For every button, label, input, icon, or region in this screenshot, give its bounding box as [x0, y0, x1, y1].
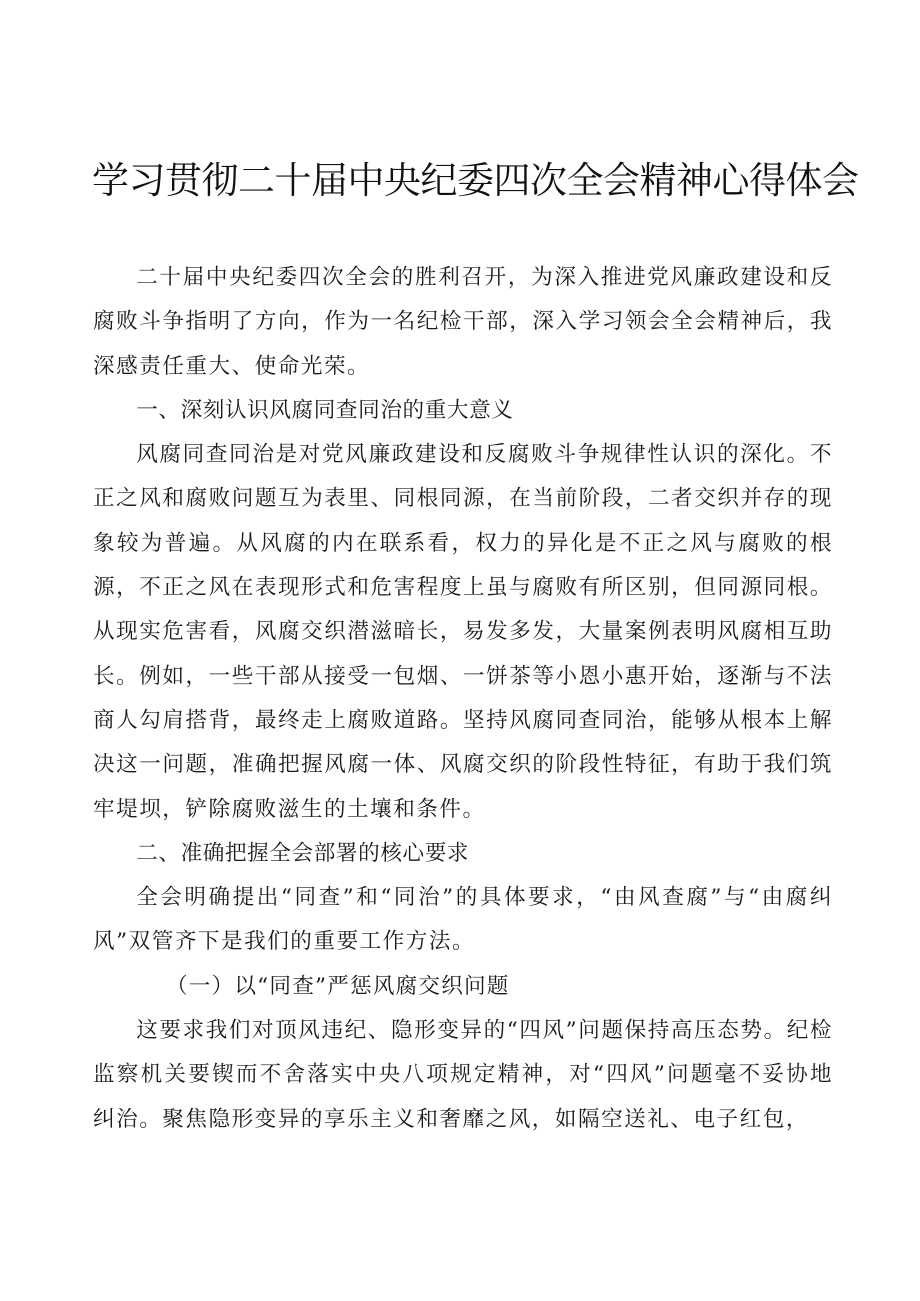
- subsection-1-heading: （一）以“同查”严惩风腐交织问题: [166, 973, 510, 999]
- intro-paragraph: 二十届中央纪委四次全会的胜利召开，为深入推进党风廉政建设和反腐败斗争指明了方向，作为一名纪检干部，深入学习领会全会精神后，我深感责任重大、使命光荣。: [93, 265, 833, 379]
- section-2-heading: 二、准确把握全会部署的核心要求: [136, 840, 470, 866]
- section-2-paragraph: 全会明确提出“同查”和“同治”的具体要求，“由风查腐”与“由腐纠风”双管齐下是我们的重要工作方法。: [93, 885, 833, 955]
- section-1-heading: 一、深刻认识风腐同查同治的重大意义: [136, 397, 514, 423]
- document-title: 学习贯彻二十届中央纪委四次全会精神心得体会: [92, 159, 859, 202]
- subsection-1-paragraph: 这要求我们对顶风违纪、隐形变异的“四风”问题保持高压态势。纪检监察机关要锲而不舍落实中央八项规定精神，对“四风”问题毫不妥协地纠治。聚焦隐形变异的享乐主义和奢靡之风，如隔空送礼、电子红包，: [93, 1018, 833, 1132]
- document-body: [93, 256, 833, 1142]
- section-1-paragraph: 风腐同查同治是对党风廉政建设和反腐败斗争规律性认识的深化。不正之风和腐败问题互为表里、同根同源，在当前阶段，二者交织并存的现象较为普遍。从风腐的内在联系看，权力的异化是不正之风与腐败的根源，不正之风在表现形式和危害程度上虽与腐败有所区别，但同源同根。从现实危害看，风腐交织潜滋暗长，易发多发，大量案例表明风腐相互助长。例如，一些干部从接受一包烟、一饼茶等小恩小惠开始，逐渐与不法商人勾肩搭背，最终走上腐败道路。坚持风腐同查同治，能够从根本上解决这一问题，准确把握风腐一体、风腐交织的阶段性特征，有助于我们筑牢堤坝，铲除腐败滋生的土壤和条件。: [93, 442, 833, 822]
